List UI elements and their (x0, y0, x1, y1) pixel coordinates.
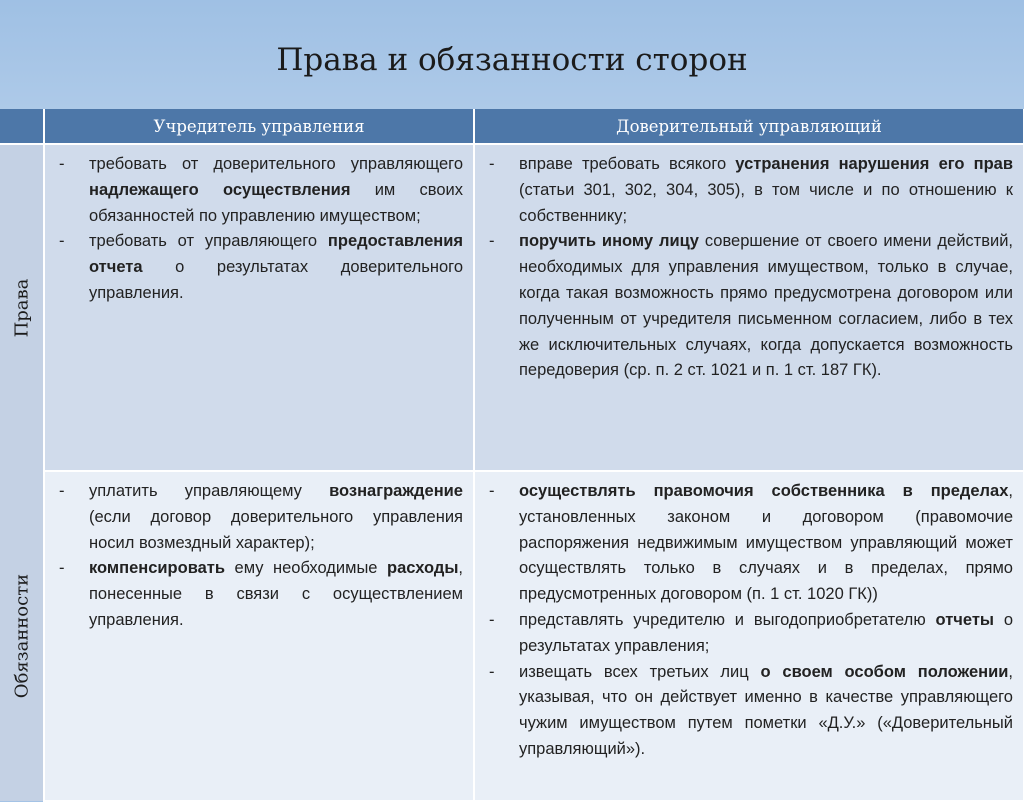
table-row-duties (0, 471, 1024, 801)
row-label-duties-text: Обязанности (11, 573, 32, 699)
emphasis-text: отчеты (935, 610, 994, 629)
bullet-dash: - (489, 232, 495, 251)
list-item (489, 608, 1013, 660)
item-text: вправе требовать всякого (519, 155, 736, 173)
bullet-dash: - (59, 155, 65, 173)
header-corner (0, 109, 44, 144)
list-item (489, 660, 1013, 763)
row-label-duties (0, 471, 44, 801)
item-text: , понесенные в связи с осуществлением управления. (89, 559, 463, 629)
table-header-row (0, 109, 1024, 144)
list-rights-founder (59, 152, 463, 307)
item-text: представлять учредителю и выгодоприобретателю (519, 610, 936, 629)
rights-duties-table (0, 109, 1024, 802)
emphasis-text: предоставления отчета (89, 232, 463, 277)
item-text: о результатах управления; (519, 610, 1014, 655)
list-item (59, 152, 463, 229)
emphasis-text: устранения нарушения его прав (735, 155, 1013, 173)
emphasis-text: о своем особом положении (760, 662, 1009, 681)
list-item (59, 479, 463, 556)
cell-duties-founder (44, 471, 474, 801)
row-label-rights-text: Права (11, 278, 32, 338)
emphasis-text: вознаграждение (329, 482, 463, 500)
bullet-dash: - (59, 232, 65, 251)
emphasis-text: поручить иному лицу (519, 232, 699, 251)
bullet-dash: - (59, 559, 65, 578)
list-rights-trustee (489, 152, 1013, 384)
item-text: требовать от управляющего (89, 232, 328, 251)
bullet-dash: - (489, 610, 495, 629)
list-item (489, 152, 1013, 229)
list-item (489, 229, 1013, 384)
cell-rights-founder (44, 144, 474, 471)
list-duties-trustee (489, 479, 1013, 763)
row-label-rights (0, 144, 44, 471)
item-text: совершение от своего имени действий, необходимых для управления имуществом, только в случае, когда такая возможность прямо предусмотрена договором или полученным от учредителя письменном согласием, либо в тех же исключительных случаях, когда допускается возможность передоверия (ср. п. 2 ст. 1021 и п. 1 ст. 187 ГК). (519, 232, 1014, 380)
bullet-dash: - (489, 482, 495, 500)
page-title: Права и обязанности сторон (276, 42, 748, 78)
header-trustee: Доверительный управляющий (474, 109, 1024, 144)
cell-rights-trustee (474, 144, 1024, 471)
item-text: им своих обязанностей по управлению имуществом; (89, 180, 464, 225)
item-text: , указывая, что он действует именно в качестве управляющего чужим имуществом путем пометки «Д.У.» («Доверительный управляющий»). (519, 662, 1013, 758)
emphasis-text: расходы (387, 559, 459, 578)
item-text: , установленных законом и договором (правомочие распоряжения недвижимым имуществом управляющий может осуществлять только в случаях и в пределах, прямо предусмотренных договором (п. 1 ст. 1020 ГК)) (519, 482, 1013, 604)
item-text: требовать от доверительного управляющего (89, 155, 463, 173)
list-item (59, 556, 463, 633)
list-duties-founder (59, 479, 463, 634)
item-text: извещать всех третьих лиц (519, 662, 761, 681)
item-text: (статьи 301, 302, 304, 305), в том числе и по отношению к собственнику; (519, 180, 1013, 225)
item-text: ему необходимые (225, 559, 387, 578)
bullet-dash: - (489, 662, 495, 681)
table-row-rights (0, 144, 1024, 471)
item-text: (если договор доверительного управления носил возмездный характер); (89, 507, 463, 552)
list-item (489, 479, 1013, 608)
bullet-dash: - (489, 155, 495, 173)
header-founder: Учредитель управления (44, 109, 474, 144)
list-item (59, 229, 463, 306)
item-text: уплатить управляющему (89, 482, 330, 500)
cell-duties-trustee (474, 471, 1024, 801)
bullet-dash: - (59, 482, 65, 500)
emphasis-text: компенсировать (89, 559, 226, 578)
item-text: о результатах доверительного управления. (89, 258, 463, 302)
emphasis-text: надлежащего осуществления (89, 180, 351, 199)
emphasis-text: осуществлять правомочия собственника в пределах (519, 482, 1009, 500)
